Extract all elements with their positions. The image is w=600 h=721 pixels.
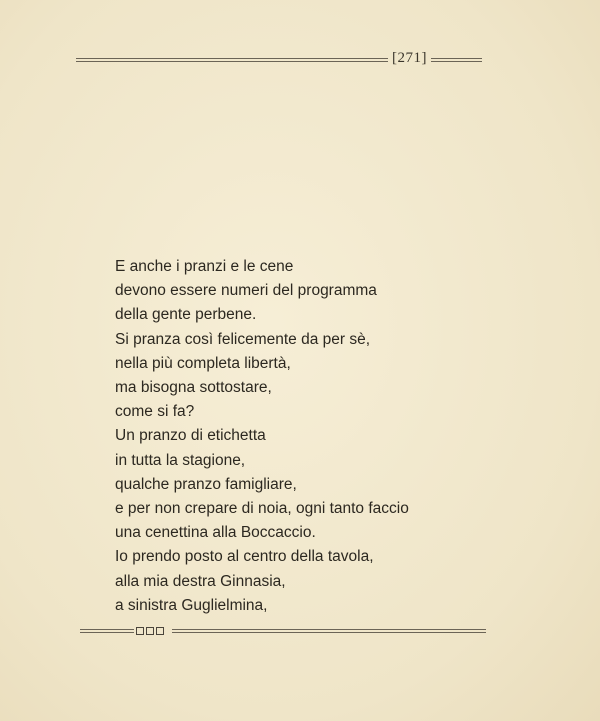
footer-rule-right (172, 629, 486, 633)
poem-line: Si pranza così felicemente da per sè, (115, 330, 371, 348)
page-number: [271] (392, 50, 427, 66)
poem-line: una cenettina alla Boccaccio. (115, 524, 316, 542)
poem-text (115, 255, 409, 618)
page-footer (80, 625, 486, 639)
poem-line: alla mia destra Ginnasia, (115, 572, 286, 590)
ornament-box (136, 627, 144, 635)
three-box-ornament-icon (136, 625, 170, 637)
poem-line: devono essere numeri del programma (115, 282, 377, 300)
ornament-box (146, 627, 154, 635)
header-rule-left (76, 58, 388, 62)
poem-line: nella più completa libertà, (115, 354, 291, 372)
poem-line: in tutta la stagione, (115, 451, 246, 469)
poem-line: e per non crepare di noia, ogni tanto faccio (115, 500, 409, 518)
poem-line: ma bisogna sottostare, (115, 379, 272, 397)
poem-line: qualche pranzo famigliare, (115, 475, 297, 493)
poem-line: E anche i pranzi e le cene (115, 258, 294, 275)
poem-line: Un pranzo di etichetta (115, 427, 266, 445)
poem-line: Io prendo posto al centro della tavola, (115, 548, 374, 566)
page-header (76, 50, 482, 70)
header-rule-right (431, 58, 482, 62)
ornament-box (156, 627, 164, 635)
poem-line: della gente perbene. (115, 306, 257, 324)
footer-rule-left (80, 629, 134, 633)
poem-line: come si fa? (115, 403, 195, 421)
poem-line: a sinistra Guglielmina, (115, 596, 268, 614)
